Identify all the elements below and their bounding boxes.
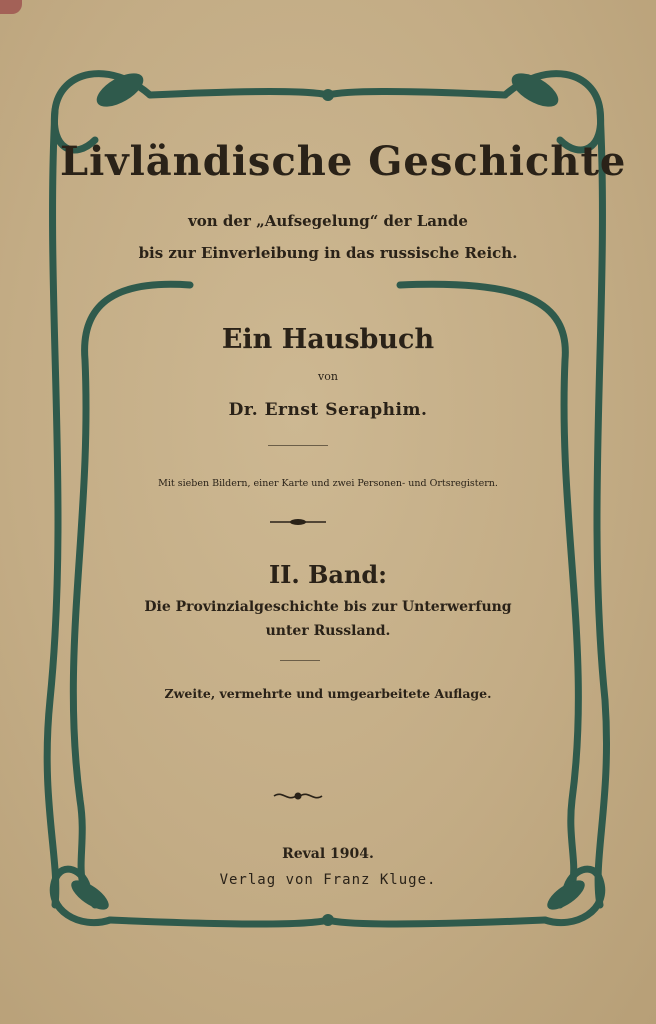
volume-subtitle-line-1: Die Provinzialgeschichte bis zur Unterwerfung [144,599,512,615]
volume-heading: II. Band: [268,560,388,589]
author-name: Dr. Ernst Seraphim. [228,400,428,420]
hausbuch-heading: Ein Hausbuch [221,324,435,355]
publisher: Verlag von Franz Kluge. [219,872,437,888]
book-title: Livländische Geschichte [60,138,627,185]
by-label: von [318,370,338,383]
subtitle-line-1: von der „Aufsegelung“ der Lande [188,212,468,230]
edition-note: Zweite, vermehrte und umgearbeitete Auflage. [164,686,492,701]
divider-rule [268,445,328,446]
floral-ornament-icon [270,788,326,804]
volume-subtitle-line-2: unter Russland. [265,623,391,639]
ornament-divider-icon [268,516,328,528]
place-and-year: Reval 1904. [282,846,374,862]
subtitle-line-2: bis zur Einverleibung in das russische Reich. [138,244,518,262]
illustrations-note: Mit sieben Bildern, einer Karte und zwei Personen- und Ortsregistern. [158,478,498,489]
divider-rule-2 [280,660,320,661]
